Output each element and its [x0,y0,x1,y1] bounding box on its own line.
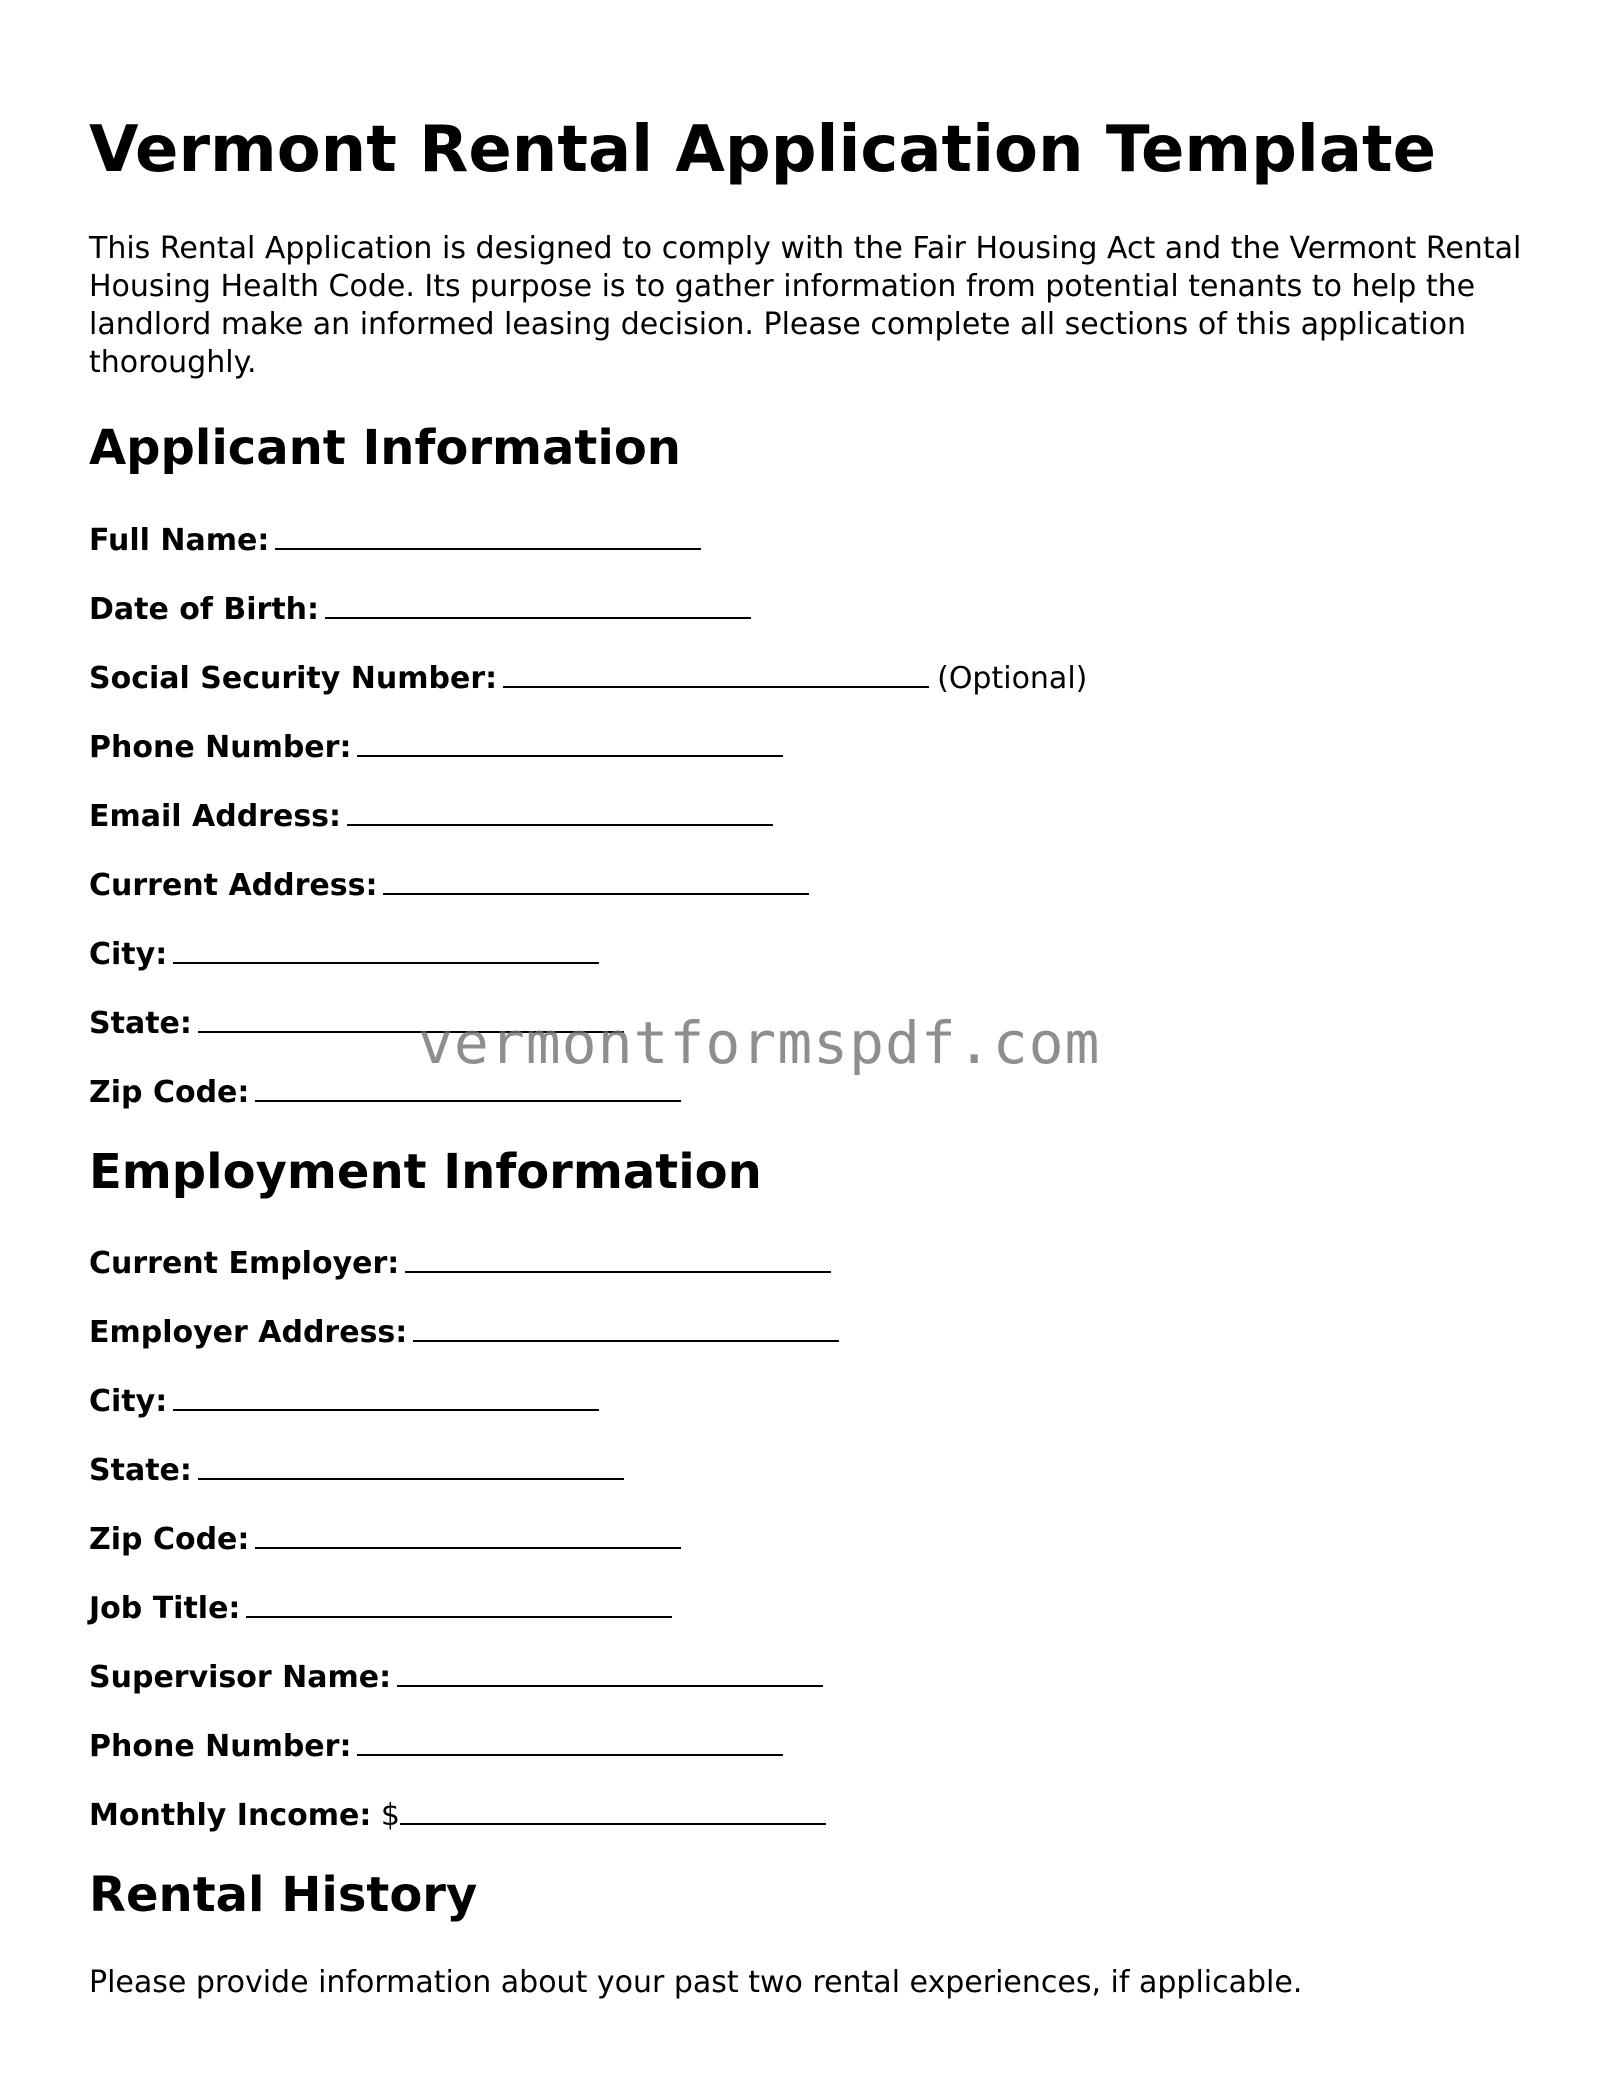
dob-label: Date of Birth: [89,592,320,627]
employer-state-field [89,1448,624,1490]
applicant-section-heading: Applicant Information [89,420,681,476]
dob-blank[interactable] [325,587,751,619]
employer-zip-field [89,1517,681,1559]
supervisor-blank[interactable] [397,1655,823,1687]
city-label: City: [89,937,168,972]
employer-field [89,1241,831,1283]
employer-zip-blank[interactable] [255,1517,681,1549]
rental-history-heading: Rental History [89,1867,478,1923]
employer-address-blank[interactable] [413,1310,839,1342]
rental-history-instructions: Please provide information about your past two rental experiences, if applicable. [89,1965,1303,2000]
employer-zip-label: Zip Code: [89,1522,250,1557]
current-address-label: Current Address: [89,868,378,903]
employer-label: Current Employer: [89,1246,400,1281]
job-title-blank[interactable] [246,1586,672,1618]
current-address-blank[interactable] [383,863,809,895]
employer-city-label: City: [89,1384,168,1419]
zip-blank[interactable] [255,1070,681,1102]
currency-prefix: $ [380,1798,400,1833]
state-label: State: [89,1006,192,1041]
employer-state-label: State: [89,1453,192,1488]
employer-phone-blank[interactable] [357,1724,783,1756]
employer-blank[interactable] [405,1241,831,1273]
monthly-income-label: Monthly Income: [89,1798,372,1833]
employer-address-label: Employer Address: [89,1315,408,1350]
state-field [89,1001,624,1043]
supervisor-label: Supervisor Name: [89,1660,392,1695]
phone-field [89,725,783,767]
supervisor-field [89,1655,823,1697]
document-title: Vermont Rental Application Template [89,113,1437,187]
intro-paragraph: This Rental Application is designed to comply with the Fair Housing Act and the Vermont Rental Housing Health Code. Its purpose is to gather information from potential tenants to help the landlord make an informed leasing decision. Please complete all sections of this application thoroughly. [89,231,1522,380]
phone-label: Phone Number: [89,730,352,765]
ssn-optional-note: (Optional) [937,661,1088,696]
employer-state-blank[interactable] [198,1448,624,1480]
monthly-income-field [89,1793,826,1835]
email-label: Email Address: [89,799,342,834]
ssn-label: Social Security Number: [89,661,498,696]
zip-label: Zip Code: [89,1075,250,1110]
full-name-field [89,518,701,560]
employment-section-heading: Employment Information [89,1144,762,1200]
employer-phone-label: Phone Number: [89,1729,352,1764]
phone-blank[interactable] [357,725,783,757]
current-address-field [89,863,809,905]
ssn-blank[interactable] [503,656,929,688]
employer-city-blank[interactable] [173,1379,599,1411]
city-blank[interactable] [173,932,599,964]
employer-phone-field [89,1724,783,1766]
watermark-text: vermontformspdf.com [418,1009,1101,1077]
employer-city-field [89,1379,599,1421]
state-blank[interactable] [198,1001,624,1033]
ssn-field [89,656,1087,698]
full-name-label: Full Name: [89,523,270,558]
employer-address-field [89,1310,839,1352]
monthly-income-blank[interactable] [400,1793,826,1825]
dob-field [89,587,751,629]
job-title-label: Job Title: [89,1591,241,1626]
email-field [89,794,773,836]
city-field [89,932,599,974]
full-name-blank[interactable] [275,518,701,550]
email-blank[interactable] [347,794,773,826]
job-title-field [89,1586,672,1628]
zip-field [89,1070,681,1112]
